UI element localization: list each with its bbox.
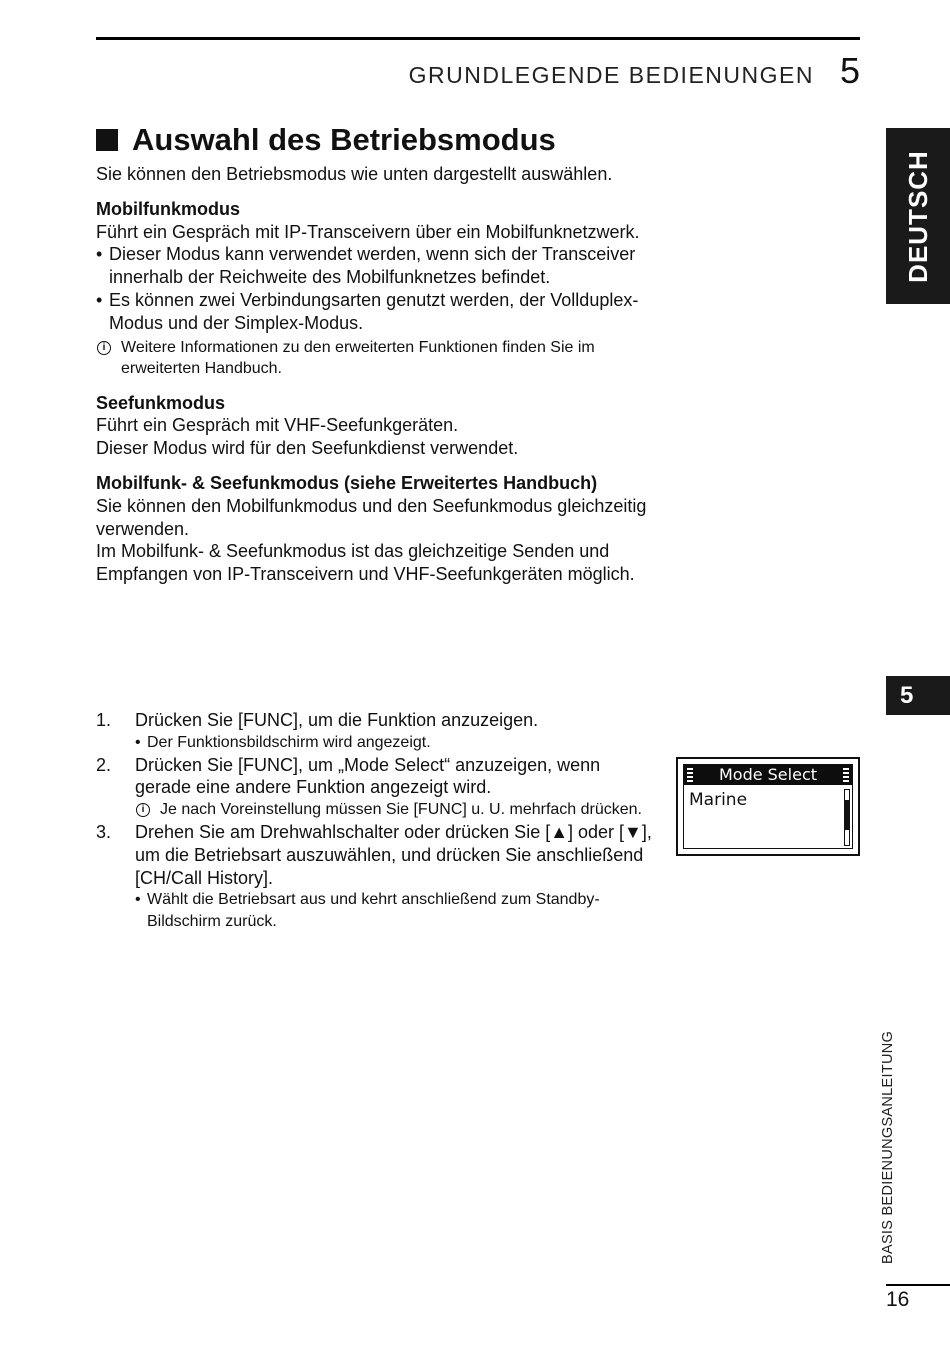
bullet-text: Es können zwei Verbindungsarten genutzt werden, der Vollduplex-Modus und der Simplex-Modus. bbox=[109, 289, 639, 333]
list-item bbox=[96, 243, 656, 289]
step-1 bbox=[96, 709, 656, 732]
note-text: Je nach Voreinstellung müssen Sie [FUNC] u. U. mehrfach drücken. bbox=[160, 801, 642, 819]
menu-lines-icon bbox=[687, 768, 693, 782]
display-scrollbar bbox=[844, 789, 850, 846]
bullet-dot: • bbox=[135, 733, 141, 751]
step-3 bbox=[96, 821, 656, 889]
manual-name: BASIS BEDIENUNGSANLEITUNG bbox=[880, 1030, 896, 1264]
radio-display bbox=[676, 757, 860, 856]
menu-lines-icon bbox=[843, 768, 849, 782]
step-text: Drehen Sie am Drehwahlschalter oder drücken Sie [▲] oder [▼], um die Betriebsart auszuwählen, und drücken Sie anschließend [CH/Call History]. bbox=[135, 821, 652, 888]
note-text: Weitere Informationen zu den erweiterten Funktionen finden Sie im erweiterten Handbuch. bbox=[121, 338, 595, 378]
step-number: 3. bbox=[96, 821, 112, 842]
display-menu-item: Marine bbox=[689, 790, 748, 810]
bullet-dot: • bbox=[96, 244, 103, 265]
info-icon: i bbox=[136, 803, 150, 817]
section-heading bbox=[96, 120, 656, 160]
scrollbar-thumb bbox=[845, 800, 849, 830]
display-titlebar bbox=[684, 765, 852, 785]
chapter-title: GRUNDLEGENDE BEDIENUNGEN bbox=[408, 62, 814, 88]
step-3-result bbox=[135, 889, 656, 933]
mobile-mode-heading: Mobilfunkmodus bbox=[96, 198, 240, 219]
step-number: 1. bbox=[96, 710, 112, 730]
info-icon: i bbox=[97, 341, 111, 355]
section-intro: Sie können den Betriebsmodus wie unten dargestellt auswählen. bbox=[96, 164, 613, 184]
marine-mode-line: Dieser Modus wird für den Seefunkdienst verwendet. bbox=[96, 438, 519, 459]
bullet-dot: • bbox=[135, 891, 141, 909]
footer-rule bbox=[886, 1284, 950, 1286]
step-text: Drücken Sie [FUNC], um „Mode Select“ anzuzeigen, wenn gerade eine andere Funktion angezeigt wird. bbox=[135, 754, 601, 798]
result-text: Wählt die Betriebsart aus und kehrt anschließend zum Standby-Bildschirm zurück. bbox=[147, 891, 600, 931]
marine-mode-line: Führt ein Gespräch mit VHF-Seefunkgeräten. bbox=[96, 415, 459, 436]
display-title: Mode Select bbox=[718, 765, 818, 784]
list-item bbox=[96, 289, 656, 335]
chapter-header bbox=[409, 50, 860, 92]
step-2 bbox=[96, 754, 656, 800]
step-text: Drücken Sie [FUNC], um die Funktion anzuzeigen. bbox=[135, 710, 539, 730]
chapter-number: 5 bbox=[839, 50, 860, 91]
language-tab-label: DEUTSCH bbox=[902, 149, 933, 283]
step-number: 2. bbox=[96, 754, 112, 775]
page-number: 16 bbox=[886, 1288, 910, 1311]
step-2-note bbox=[135, 799, 656, 821]
marine-mode-heading: Seefunkmodus bbox=[96, 392, 226, 413]
bullet-dot: • bbox=[96, 289, 103, 310]
header-rule bbox=[96, 37, 860, 40]
main-content bbox=[96, 120, 656, 586]
section-title: Auswahl des Betriebsmodus bbox=[132, 122, 556, 157]
result-text: Der Funktionsbildschirm wird angezeigt. bbox=[147, 733, 431, 751]
language-tab bbox=[886, 128, 950, 304]
combined-mode-paragraph: Im Mobilfunk- & Seefunkmodus ist das gleichzeitige Senden und Empfangen von IP-Transceivern und VHF-Seefunkgeräten möglich. bbox=[96, 541, 635, 585]
combined-mode-heading: Mobilfunk- & Seefunkmodus (siehe Erweitertes Handbuch) bbox=[96, 472, 598, 493]
display-screen bbox=[683, 764, 853, 849]
procedure-steps bbox=[96, 709, 656, 933]
combined-mode-paragraph: Sie können den Mobilfunkmodus und den Seefunkmodus gleichzeitig verwenden. bbox=[96, 495, 647, 539]
bullet-text: Dieser Modus kann verwendet werden, wenn sich der Transceiver innerhalb der Reichweite des Mobilfunknetzes befindet. bbox=[109, 244, 636, 288]
mobile-mode-note bbox=[96, 337, 656, 380]
chapter-tab: 5 bbox=[886, 676, 950, 715]
mobile-mode-text: Führt ein Gespräch mit IP-Transceivern über ein Mobilfunknetzwerk. bbox=[96, 221, 640, 242]
black-square-icon bbox=[96, 129, 118, 151]
step-1-result bbox=[135, 732, 656, 754]
